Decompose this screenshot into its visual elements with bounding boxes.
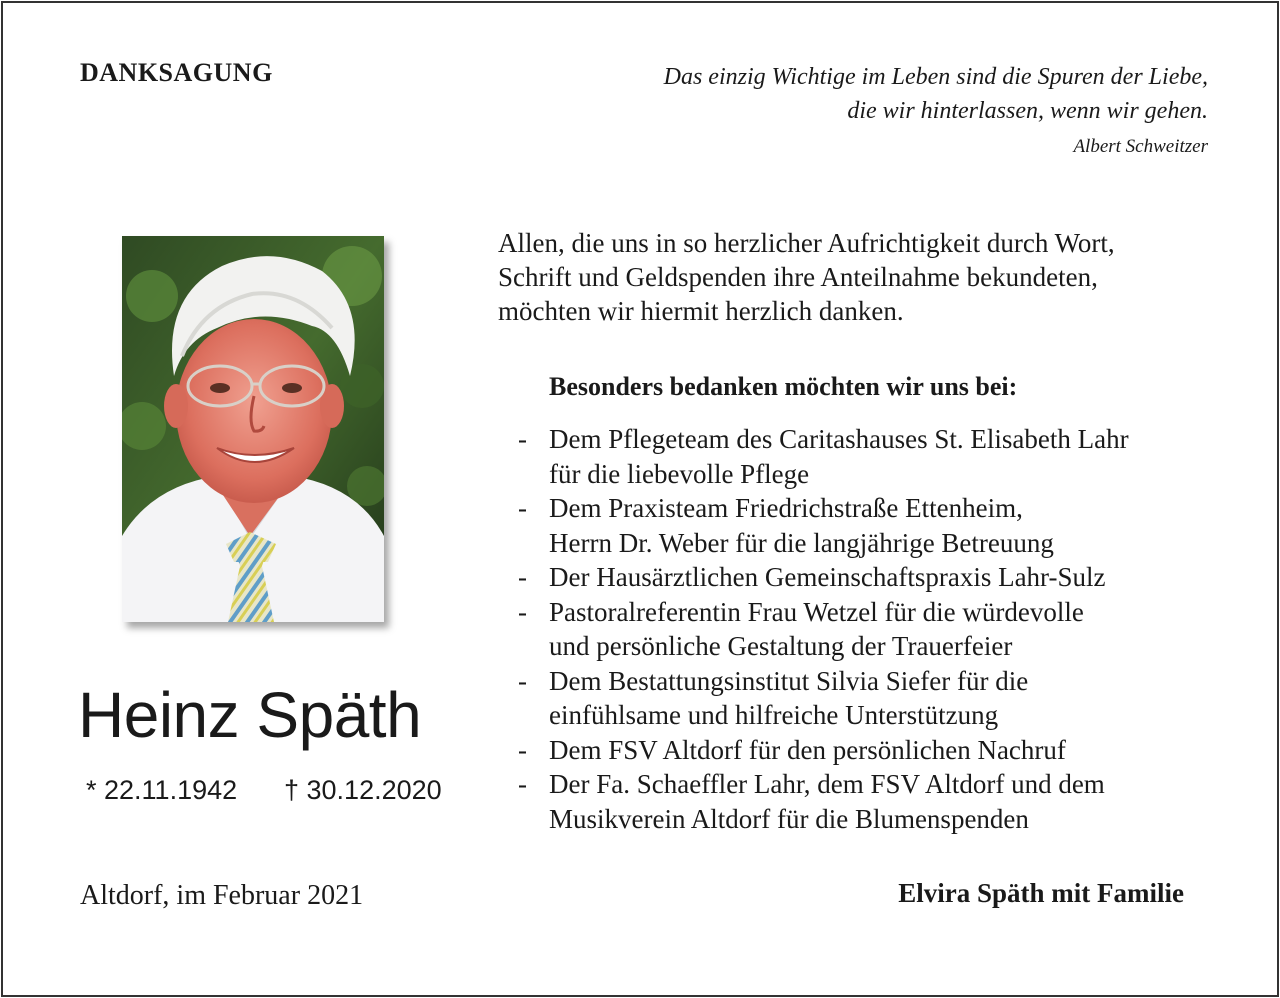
quote [664, 60, 1208, 128]
list-item-line: für die liebevolle Pflege [549, 458, 810, 489]
intro-line: Schrift und Geldspenden ihre Anteilnahme bekundeten, [498, 262, 1098, 292]
thanks-list [518, 422, 1238, 836]
list-item [518, 664, 1238, 733]
quote-line: Das einzig Wichtige im Leben sind die Spuren der Liebe, [663, 64, 1208, 90]
list-item [518, 491, 1238, 560]
intro-line: Allen, die uns in so herzlicher Aufrichtigkeit durch Wort, [498, 228, 1115, 258]
list-item [518, 422, 1238, 491]
list-item-line: und persönliche Gestaltung der Trauerfeier [549, 631, 1013, 661]
signature: Elvira Späth mit Familie [898, 878, 1184, 908]
list-item [518, 595, 1238, 664]
birth-date: * 22.11.1942 [86, 775, 238, 805]
list-item-line: Dem Pflegeteam des Caritashauses St. Elisabeth Lahr [549, 424, 1129, 454]
list-bullet: - [518, 424, 527, 454]
list-item [518, 560, 1238, 595]
list-bullet: - [518, 493, 527, 523]
list-item-line: Der Hausärztlichen Gemeinschaftspraxis Lahr-Sulz [549, 562, 1106, 592]
deceased-name: Heinz Späth [78, 679, 422, 751]
list-bullet: - [518, 769, 527, 799]
list-item-line: Herrn Dr. Weber für die langjährige Betreuung [549, 527, 1054, 558]
intro-text [498, 226, 1238, 328]
list-item-line: einfühlsame und hilfreiche Unterstützung [549, 700, 999, 730]
list-item-line: Dem Bestattungsinstitut Silvia Siefer für die [549, 665, 1029, 696]
list-item-line: Der Fa. Schaeffler Lahr, dem FSV Altdorf und dem [549, 769, 1105, 799]
quote-line: die wir hinterlassen, wenn wir gehen. [847, 98, 1208, 124]
list-item-line: Dem Praxisteam Friedrichstraße Ettenheim, [549, 493, 1023, 523]
place-date: Altdorf, im Februar 2021 [80, 880, 364, 911]
list-item-line: Dem FSV Altdorf für den persönlichen Nachruf [549, 734, 1066, 765]
list-item-line: Pastoralreferentin Frau Wetzel für die würdevolle [549, 596, 1084, 627]
list-item-line: Musikverein Altdorf für die Blumenspenden [549, 803, 1029, 834]
quote-author: Albert Schweitzer [1073, 136, 1208, 157]
list-bullet: - [518, 596, 527, 627]
portrait-photo [122, 236, 384, 622]
death-date: † 30.12.2020 [284, 775, 442, 805]
notice-heading: DANKSAGUNG [80, 58, 273, 87]
list-item [518, 767, 1238, 836]
thanks-heading: Besonders bedanken möchten wir uns bei: [549, 372, 1018, 401]
list-bullet: - [518, 562, 527, 592]
list-bullet: - [518, 665, 527, 696]
list-item [518, 733, 1238, 768]
intro-line: möchten wir hiermit herzlich danken. [498, 296, 904, 326]
list-bullet: - [518, 734, 527, 765]
